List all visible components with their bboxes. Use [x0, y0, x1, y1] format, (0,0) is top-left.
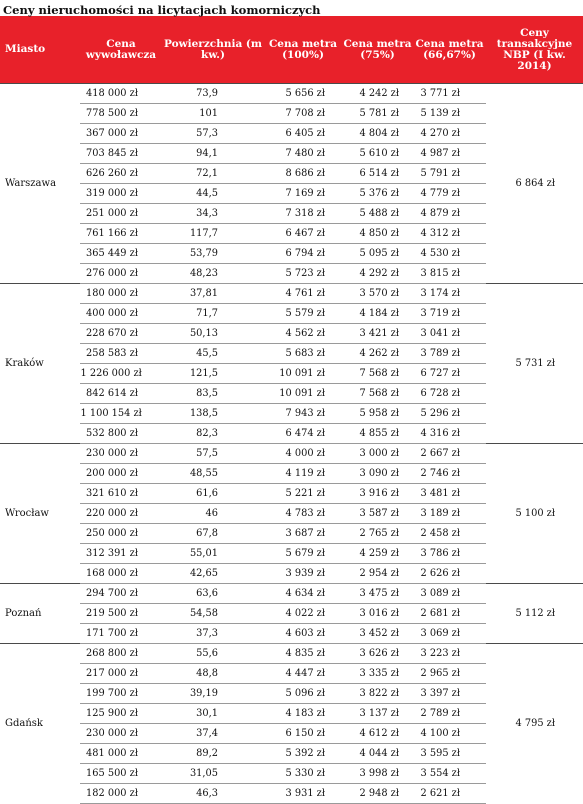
cell-price-per-m2-66: 3 069 zł [413, 624, 486, 644]
cell-price-per-m2-100: 7 708 zł [264, 104, 342, 124]
cell-price-per-m2-75: 4 855 zł [342, 424, 413, 444]
cell-price-per-m2-75: 3 090 zł [342, 464, 413, 484]
page-title: Ceny nieruchomości na licytacjach komorniczych [3, 3, 321, 17]
cell-price-per-m2-66: 2 746 zł [413, 464, 486, 484]
cell-nbp-price: 5 731 zł [486, 284, 583, 444]
cell-price-per-m2-66: 2 458 zł [413, 524, 486, 544]
cell-price: 180 000 zł [80, 284, 162, 304]
cell-area: 72,1 [162, 164, 264, 184]
header-price: Cena wywoławcza [80, 16, 162, 84]
cell-area: 121,5 [162, 364, 264, 384]
cell-price-per-m2-100: 7 318 zł [264, 204, 342, 224]
cell-area: 48,23 [162, 264, 264, 284]
cell-price: 481 000 zł [80, 744, 162, 764]
cell-price: 258 583 zł [80, 344, 162, 364]
cell-price-per-m2-75: 3 016 zł [342, 604, 413, 624]
cell-price-per-m2-75: 2 948 zł [342, 784, 413, 804]
cell-price-per-m2-66: 3 786 zł [413, 544, 486, 564]
cell-area: 117,7 [162, 224, 264, 244]
cell-price: 418 000 zł [80, 84, 162, 104]
cell-price: 778 500 zł [80, 104, 162, 124]
cell-price: 365 449 zł [80, 244, 162, 264]
cell-price-per-m2-75: 4 259 zł [342, 544, 413, 564]
header-nbp-prices: Ceny transakcyjne NBP (I kw. 2014) [486, 16, 583, 84]
cell-price: 1 100 154 zł [80, 404, 162, 424]
cell-nbp-price: 5 100 zł [486, 444, 583, 584]
cell-price-per-m2-75: 6 514 zł [342, 164, 413, 184]
cell-price: 319 000 zł [80, 184, 162, 204]
cell-price-per-m2-100: 10 091 zł [264, 364, 342, 384]
cell-city: Gdańsk [0, 644, 80, 804]
cell-city: Kraków [0, 284, 80, 444]
header-city: Miasto [0, 16, 80, 84]
cell-price-per-m2-75: 4 612 zł [342, 724, 413, 744]
cell-area: 50,13 [162, 324, 264, 344]
cell-price-per-m2-75: 4 292 zł [342, 264, 413, 284]
cell-price: 842 614 zł [80, 384, 162, 404]
cell-area: 89,2 [162, 744, 264, 764]
cell-price-per-m2-100: 5 679 zł [264, 544, 342, 564]
cell-price-per-m2-66: 2 965 zł [413, 664, 486, 684]
cell-price-per-m2-66: 5 296 zł [413, 404, 486, 424]
cell-price-per-m2-66: 3 815 zł [413, 264, 486, 284]
cell-price: 321 610 zł [80, 484, 162, 504]
cell-price-per-m2-100: 4 022 zł [264, 604, 342, 624]
table-row [0, 84, 583, 104]
cell-price-per-m2-66: 3 223 zł [413, 644, 486, 664]
cell-price-per-m2-75: 2 765 zł [342, 524, 413, 544]
cell-price-per-m2-100: 4 562 zł [264, 324, 342, 344]
cell-price: 182 000 zł [80, 784, 162, 804]
cell-area: 48,55 [162, 464, 264, 484]
cell-price-per-m2-100: 5 656 zł [264, 84, 342, 104]
cell-price-per-m2-100: 7 169 zł [264, 184, 342, 204]
cell-price-per-m2-66: 3 719 zł [413, 304, 486, 324]
cell-area: 37,3 [162, 624, 264, 644]
cell-price-per-m2-75: 4 850 zł [342, 224, 413, 244]
cell-area: 73,9 [162, 84, 264, 104]
cell-price-per-m2-75: 3 452 zł [342, 624, 413, 644]
cell-area: 46,3 [162, 784, 264, 804]
cell-area: 63,6 [162, 584, 264, 604]
cell-price-per-m2-66: 2 681 zł [413, 604, 486, 624]
cell-area: 48,8 [162, 664, 264, 684]
cell-price-per-m2-100: 5 579 zł [264, 304, 342, 324]
cell-price-per-m2-100: 4 783 zł [264, 504, 342, 524]
cell-price-per-m2-75: 7 568 zł [342, 364, 413, 384]
cell-area: 42,65 [162, 564, 264, 584]
cell-area: 57,3 [162, 124, 264, 144]
header-area: Powierzchnia (m kw.) [162, 16, 264, 84]
cell-nbp-price: 5 112 zł [486, 584, 583, 644]
cell-price-per-m2-75: 3 000 zł [342, 444, 413, 464]
cell-price-per-m2-100: 4 447 zł [264, 664, 342, 684]
cell-price-per-m2-75: 3 137 zł [342, 704, 413, 724]
cell-price-per-m2-66: 3 397 zł [413, 684, 486, 704]
cell-city: Poznań [0, 584, 80, 644]
cell-area: 39,19 [162, 684, 264, 704]
cell-price-per-m2-100: 4 603 zł [264, 624, 342, 644]
cell-price-per-m2-100: 4 761 zł [264, 284, 342, 304]
cell-area: 44,5 [162, 184, 264, 204]
cell-city: Warszawa [0, 84, 80, 284]
cell-price-per-m2-100: 5 096 zł [264, 684, 342, 704]
cell-price: 703 845 zł [80, 144, 162, 164]
cell-price-per-m2-100: 6 405 zł [264, 124, 342, 144]
cell-price-per-m2-66: 3 771 zł [413, 84, 486, 104]
cell-price-per-m2-66: 3 041 zł [413, 324, 486, 344]
cell-price-per-m2-100: 6 474 zł [264, 424, 342, 444]
header-price-per-m2-75: Cena metra (75%) [342, 16, 413, 84]
auction-prices-table [0, 16, 583, 804]
cell-area: 54,58 [162, 604, 264, 624]
cell-price-per-m2-100: 7 943 zł [264, 404, 342, 424]
cell-price: 400 000 zł [80, 304, 162, 324]
table-row [0, 584, 583, 604]
table-row [0, 644, 583, 664]
cell-price: 125 900 zł [80, 704, 162, 724]
cell-price-per-m2-66: 3 789 zł [413, 344, 486, 364]
cell-price: 220 000 zł [80, 504, 162, 524]
cell-price-per-m2-75: 7 568 zł [342, 384, 413, 404]
cell-area: 45,5 [162, 344, 264, 364]
header-price-per-m2-100: Cena metra (100%) [264, 16, 342, 84]
cell-price: 228 670 zł [80, 324, 162, 344]
cell-price-per-m2-100: 6 794 zł [264, 244, 342, 264]
cell-area: 37,81 [162, 284, 264, 304]
cell-price-per-m2-100: 10 091 zł [264, 384, 342, 404]
cell-area: 83,5 [162, 384, 264, 404]
cell-price: 230 000 zł [80, 444, 162, 464]
cell-price-per-m2-75: 3 475 zł [342, 584, 413, 604]
cell-price: 276 000 zł [80, 264, 162, 284]
cell-price-per-m2-66: 4 270 zł [413, 124, 486, 144]
cell-price: 761 166 zł [80, 224, 162, 244]
cell-price-per-m2-100: 4 119 zł [264, 464, 342, 484]
cell-price-per-m2-75: 4 262 zł [342, 344, 413, 364]
cell-price-per-m2-66: 3 595 zł [413, 744, 486, 764]
cell-price-per-m2-66: 3 554 zł [413, 764, 486, 784]
cell-price-per-m2-100: 4 000 zł [264, 444, 342, 464]
cell-price-per-m2-75: 2 954 zł [342, 564, 413, 584]
cell-price-per-m2-100: 3 939 zł [264, 564, 342, 584]
cell-price-per-m2-100: 5 221 zł [264, 484, 342, 504]
cell-area: 37,4 [162, 724, 264, 744]
cell-price-per-m2-75: 4 044 zł [342, 744, 413, 764]
cell-price-per-m2-75: 4 804 zł [342, 124, 413, 144]
cell-price-per-m2-66: 6 728 zł [413, 384, 486, 404]
cell-price-per-m2-66: 2 621 zł [413, 784, 486, 804]
cell-area: 30,1 [162, 704, 264, 724]
cell-price-per-m2-66: 2 667 zł [413, 444, 486, 464]
cell-price-per-m2-75: 3 998 zł [342, 764, 413, 784]
cell-price-per-m2-100: 7 480 zł [264, 144, 342, 164]
cell-price: 268 800 zł [80, 644, 162, 664]
cell-price-per-m2-66: 4 316 zł [413, 424, 486, 444]
cell-price: 171 700 zł [80, 624, 162, 644]
cell-price: 367 000 zł [80, 124, 162, 144]
cell-price: 168 000 zł [80, 564, 162, 584]
table-row [0, 284, 583, 304]
cell-area: 31,05 [162, 764, 264, 784]
header-price-per-m2-66: Cena metra (66,67%) [413, 16, 486, 84]
cell-price-per-m2-100: 4 634 zł [264, 584, 342, 604]
cell-price: 251 000 zł [80, 204, 162, 224]
cell-price-per-m2-75: 3 626 zł [342, 644, 413, 664]
cell-price-per-m2-75: 5 781 zł [342, 104, 413, 124]
cell-price-per-m2-66: 4 530 zł [413, 244, 486, 264]
cell-price: 250 000 zł [80, 524, 162, 544]
cell-price-per-m2-100: 5 683 zł [264, 344, 342, 364]
cell-price-per-m2-100: 8 686 zł [264, 164, 342, 184]
cell-price-per-m2-66: 3 189 zł [413, 504, 486, 524]
cell-price-per-m2-66: 2 789 zł [413, 704, 486, 724]
cell-city: Wrocław [0, 444, 80, 584]
cell-price-per-m2-100: 4 183 zł [264, 704, 342, 724]
cell-area: 61,6 [162, 484, 264, 504]
cell-price-per-m2-75: 4 184 zł [342, 304, 413, 324]
cell-price-per-m2-66: 3 481 zł [413, 484, 486, 504]
cell-price-per-m2-75: 3 822 zł [342, 684, 413, 704]
cell-area: 53,79 [162, 244, 264, 264]
cell-price-per-m2-66: 4 100 zł [413, 724, 486, 744]
cell-area: 94,1 [162, 144, 264, 164]
table-row [0, 444, 583, 464]
cell-area: 55,01 [162, 544, 264, 564]
cell-price: 230 000 zł [80, 724, 162, 744]
cell-area: 34,3 [162, 204, 264, 224]
cell-price-per-m2-66: 2 626 zł [413, 564, 486, 584]
cell-area: 138,5 [162, 404, 264, 424]
cell-price: 217 000 zł [80, 664, 162, 684]
cell-price-per-m2-66: 4 879 zł [413, 204, 486, 224]
cell-price: 532 800 zł [80, 424, 162, 444]
cell-price-per-m2-75: 3 421 zł [342, 324, 413, 344]
cell-price-per-m2-66: 5 139 zł [413, 104, 486, 124]
cell-price-per-m2-75: 3 587 zł [342, 504, 413, 524]
cell-price: 312 391 zł [80, 544, 162, 564]
cell-price-per-m2-66: 6 727 zł [413, 364, 486, 384]
cell-price-per-m2-75: 5 610 zł [342, 144, 413, 164]
cell-price-per-m2-66: 5 791 zł [413, 164, 486, 184]
cell-price-per-m2-66: 4 312 zł [413, 224, 486, 244]
cell-area: 67,8 [162, 524, 264, 544]
cell-price: 626 260 zł [80, 164, 162, 184]
cell-price-per-m2-66: 4 987 zł [413, 144, 486, 164]
cell-area: 101 [162, 104, 264, 124]
cell-price-per-m2-100: 5 330 zł [264, 764, 342, 784]
cell-price-per-m2-66: 4 779 zł [413, 184, 486, 204]
header-row [0, 16, 583, 84]
cell-area: 71,7 [162, 304, 264, 324]
cell-nbp-price: 6 864 zł [486, 84, 583, 284]
cell-price-per-m2-66: 3 174 zł [413, 284, 486, 304]
cell-area: 46 [162, 504, 264, 524]
cell-area: 82,3 [162, 424, 264, 444]
cell-nbp-price: 4 795 zł [486, 644, 583, 804]
cell-price-per-m2-75: 5 958 zł [342, 404, 413, 424]
cell-price-per-m2-100: 4 835 zł [264, 644, 342, 664]
table-body [0, 84, 583, 804]
cell-area: 57,5 [162, 444, 264, 464]
cell-price-per-m2-100: 6 467 zł [264, 224, 342, 244]
cell-price-per-m2-100: 5 392 zł [264, 744, 342, 764]
cell-price-per-m2-75: 3 335 zł [342, 664, 413, 684]
cell-price: 219 500 zł [80, 604, 162, 624]
cell-price-per-m2-66: 3 089 zł [413, 584, 486, 604]
cell-price-per-m2-100: 5 723 zł [264, 264, 342, 284]
cell-price-per-m2-75: 5 488 zł [342, 204, 413, 224]
cell-price: 1 226 000 zł [80, 364, 162, 384]
cell-price-per-m2-75: 5 095 zł [342, 244, 413, 264]
cell-price-per-m2-100: 6 150 zł [264, 724, 342, 744]
cell-price-per-m2-75: 4 242 zł [342, 84, 413, 104]
cell-price: 199 700 zł [80, 684, 162, 704]
cell-price: 165 500 zł [80, 764, 162, 784]
cell-price-per-m2-75: 3 570 zł [342, 284, 413, 304]
cell-price-per-m2-75: 5 376 zł [342, 184, 413, 204]
cell-price: 294 700 zł [80, 584, 162, 604]
cell-price-per-m2-75: 3 916 zł [342, 484, 413, 504]
cell-price-per-m2-100: 3 687 zł [264, 524, 342, 544]
cell-area: 55,6 [162, 644, 264, 664]
cell-price-per-m2-100: 3 931 zł [264, 784, 342, 804]
cell-price: 200 000 zł [80, 464, 162, 484]
